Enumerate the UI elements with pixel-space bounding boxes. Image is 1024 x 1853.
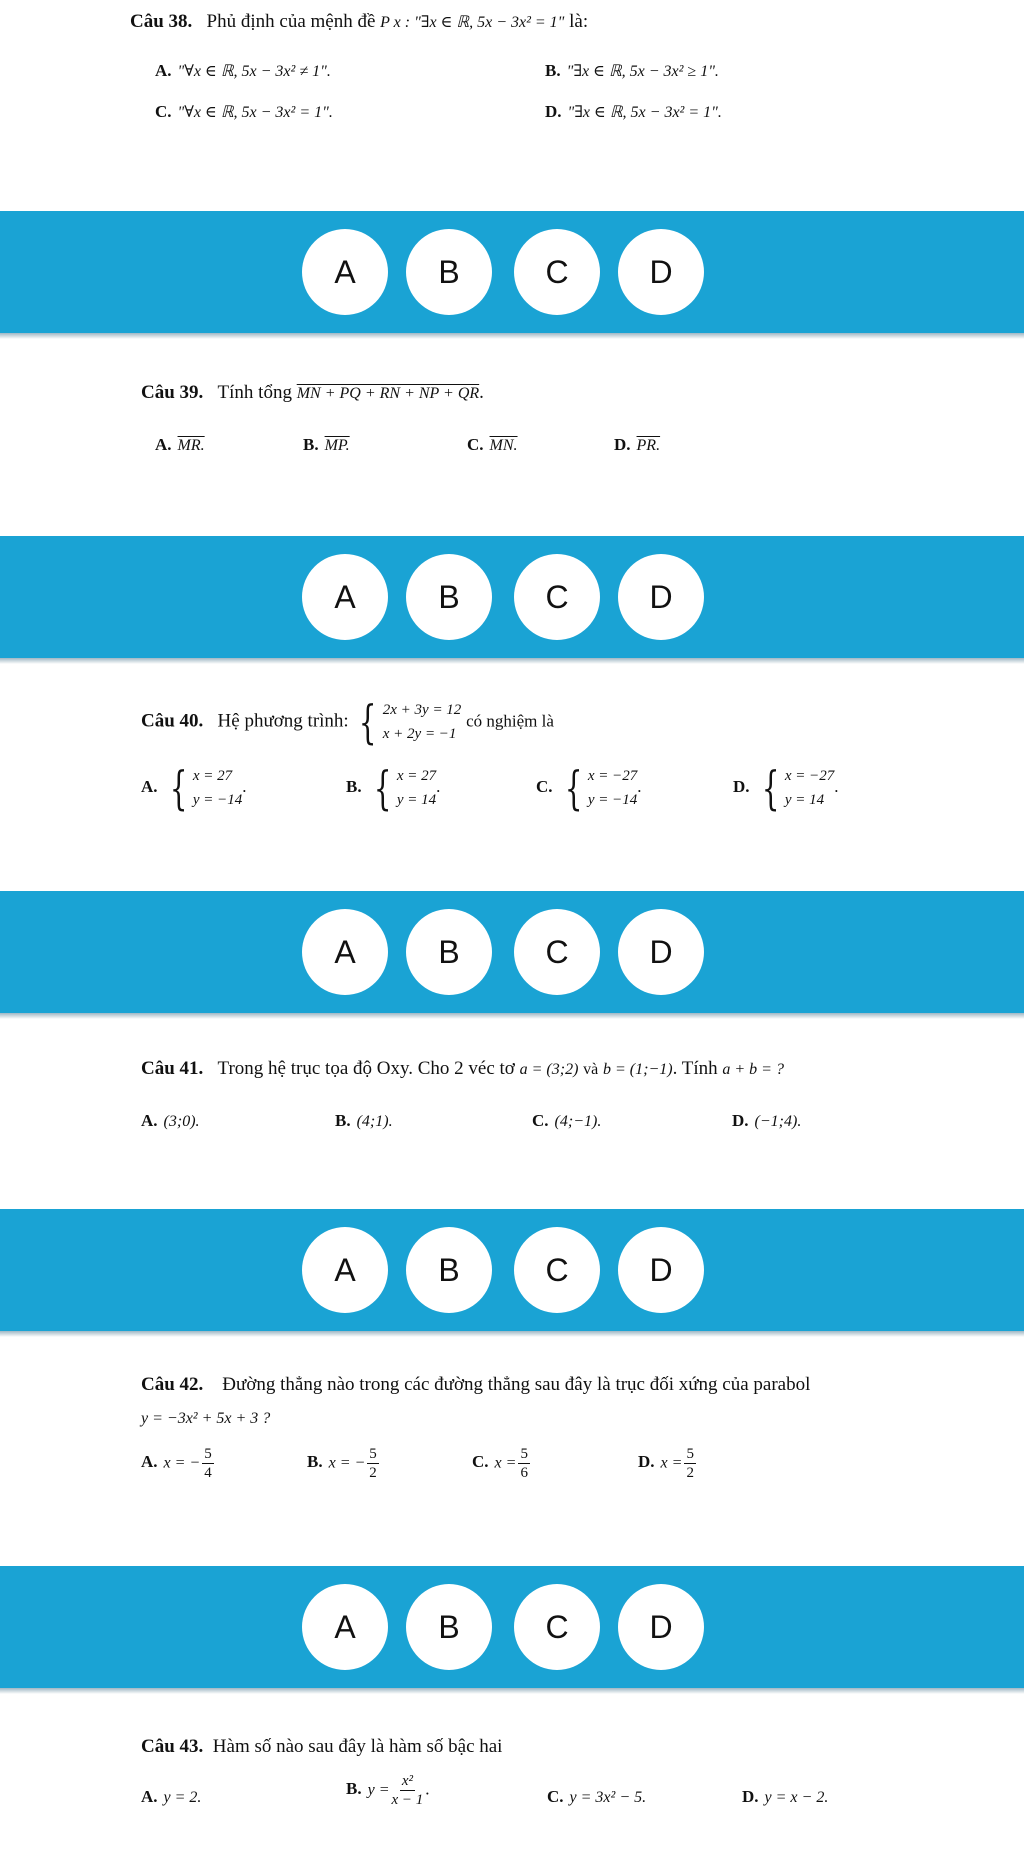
option-b: [303, 434, 350, 457]
fraction-denominator: x − 1: [391, 1792, 424, 1808]
option-d: [614, 434, 660, 457]
answer-button-a[interactable]: A: [302, 554, 388, 640]
option-d: [742, 1786, 828, 1809]
question-text: Phủ định của mệnh đề: [206, 11, 376, 32]
fraction-numerator: 5: [204, 1446, 212, 1462]
equation-2: x + 2y = −1: [382, 726, 457, 742]
option-c: C. { x = −27 y = −14 .: [536, 761, 642, 815]
question-38-title: [130, 10, 588, 35]
fraction-numerator: 5: [520, 1446, 528, 1462]
option-lhs: x = −: [163, 1454, 201, 1472]
option-label: D.: [742, 1787, 759, 1806]
option-text: MR.: [177, 437, 205, 454]
option-a: [141, 1110, 200, 1133]
option-d: [545, 101, 722, 124]
answer-button-a[interactable]: A: [302, 909, 388, 995]
option-text: PR.: [636, 437, 661, 454]
answer-button-b[interactable]: B: [406, 554, 492, 640]
option-lhs: x = −: [328, 1454, 366, 1472]
option-c: [472, 1445, 532, 1482]
answer-button-b[interactable]: B: [406, 1227, 492, 1313]
option-label: C.: [547, 1787, 564, 1806]
option-line-2: y = 14: [784, 792, 825, 808]
option-text: "∀x ∈ ℝ, 5x − 3x² ≠ 1".: [177, 63, 331, 80]
option-label: D.: [614, 435, 631, 454]
option-line-1: x = 27: [192, 768, 233, 784]
question-41-title: [141, 1057, 784, 1082]
option-text: "∃x ∈ ℝ, 5x − 3x² ≥ 1".: [566, 63, 719, 80]
vector-sum: a + b = ?: [722, 1061, 784, 1078]
option-label: D.: [733, 776, 750, 796]
question-number: Câu 40.: [141, 710, 204, 732]
fraction-denominator: 2: [686, 1465, 694, 1481]
fraction-numerator: x²: [401, 1773, 413, 1789]
question-number: Câu 43.: [141, 1736, 204, 1757]
option-text: y = 2.: [163, 1789, 202, 1806]
option-line-2: y = −14: [192, 792, 243, 808]
option-c: [467, 434, 518, 457]
option-tail: .: [425, 1779, 430, 1799]
option-c: [547, 1786, 646, 1809]
question-42-title: [141, 1373, 810, 1397]
option-b: B. { x = 27 y = 14 .: [346, 761, 441, 815]
option-label: C.: [536, 776, 553, 796]
answer-button-c[interactable]: C: [514, 554, 600, 640]
option-label: B.: [346, 776, 362, 796]
question-39-title: Câu 39. Tính tổng MN + PQ + RN + NP + QR.: [141, 382, 484, 403]
option-label: C.: [467, 435, 484, 454]
option-label: C.: [532, 1111, 549, 1130]
option-d: [732, 1110, 801, 1133]
fraction-numerator: 5: [369, 1446, 377, 1462]
answer-button-c[interactable]: C: [514, 909, 600, 995]
answer-button-c[interactable]: C: [514, 1584, 600, 1670]
question-number: Câu 41.: [141, 1058, 204, 1079]
answer-button-d[interactable]: D: [618, 229, 704, 315]
answer-button-d[interactable]: D: [618, 909, 704, 995]
option-label: D.: [545, 102, 562, 121]
question-number: Câu 42.: [141, 1374, 204, 1395]
fraction-numerator: 5: [686, 1446, 694, 1462]
option-line-1: x = 27: [396, 768, 437, 784]
option-label: B.: [307, 1452, 323, 1472]
option-a: A. { x = 27 y = −14 .: [141, 761, 247, 815]
fraction-denominator: 2: [369, 1465, 377, 1481]
answer-button-c[interactable]: C: [514, 229, 600, 315]
option-label: D.: [732, 1111, 749, 1130]
answer-button-d[interactable]: D: [618, 1227, 704, 1313]
question-43-title: [141, 1735, 502, 1759]
option-b: [307, 1445, 381, 1482]
option-text: "∃x ∈ ℝ, 5x − 3x² = 1".: [567, 104, 722, 121]
answer-button-d[interactable]: D: [618, 554, 704, 640]
option-label: D.: [638, 1452, 655, 1472]
vector-b: b = (1;−1): [603, 1061, 673, 1078]
question-text: Hàm số nào sau đây là hàm số bậc hai: [212, 1736, 503, 1757]
option-lhs: y =: [367, 1781, 390, 1799]
question-number: Câu 39.: [141, 382, 204, 403]
option-line-2: y = −14: [587, 792, 638, 808]
question-42-expression: [141, 1408, 270, 1428]
option-text: MN.: [489, 437, 518, 454]
question-text: Trong hệ trục tọa độ Oxy. Cho 2 véc tơ: [217, 1058, 515, 1079]
option-d: D. { x = −27 y = 14 .: [733, 761, 839, 815]
option-a: [155, 60, 331, 83]
option-text: (4;−1).: [554, 1113, 602, 1130]
option-label: A.: [155, 61, 172, 80]
option-a: [141, 1786, 201, 1809]
question-number: Câu 38.: [130, 11, 193, 32]
option-label: A.: [141, 1787, 158, 1806]
option-label: C.: [472, 1452, 489, 1472]
option-c: [155, 101, 333, 124]
question-text: Hệ phương trình:: [217, 710, 349, 732]
answer-button-b[interactable]: B: [406, 909, 492, 995]
option-label: A.: [141, 1111, 158, 1130]
option-line-2: y = 14: [396, 792, 437, 808]
answer-band-38: [0, 211, 1024, 333]
option-lhs: x =: [660, 1454, 683, 1472]
option-label: A.: [155, 435, 172, 454]
option-label: B.: [335, 1111, 351, 1130]
vector-a: a = (3;2): [519, 1061, 579, 1078]
option-text: (4;1).: [356, 1113, 393, 1130]
option-label: B.: [545, 61, 561, 80]
option-label: A.: [141, 1452, 158, 1472]
option-text: (−1;4).: [754, 1113, 802, 1130]
answer-button-d[interactable]: D: [618, 1584, 704, 1670]
option-c: [532, 1110, 601, 1133]
question-ask: . Tính: [672, 1058, 718, 1079]
option-text: y = 3x² − 5.: [569, 1789, 647, 1806]
question-40-title: Câu 40. Hệ phương trình: { 2x + 3y = 12 x + 2y = −1 có nghiệm là: [141, 695, 554, 749]
option-b: [545, 60, 719, 83]
option-text: y = x − 2.: [764, 1789, 829, 1806]
answer-button-a[interactable]: A: [302, 1227, 388, 1313]
question-text: Đường thẳng nào trong các đường thẳng sau đây là trục đối xứng của parabol: [222, 1374, 811, 1395]
fraction-denominator: 6: [520, 1465, 528, 1481]
option-d: [638, 1445, 698, 1482]
option-label: B.: [303, 435, 319, 454]
answer-button-b[interactable]: B: [406, 1584, 492, 1670]
answer-button-c[interactable]: C: [514, 1227, 600, 1313]
option-a: [155, 434, 205, 457]
fraction-denominator: 4: [204, 1465, 212, 1481]
option-b: [346, 1772, 430, 1809]
option-lhs: x =: [494, 1454, 517, 1472]
answer-button-b[interactable]: B: [406, 229, 492, 315]
conjunction: và: [583, 1061, 599, 1078]
parabol-expression: y = −3x² + 5x + 3 ?: [141, 1410, 271, 1427]
option-text: (3;0).: [163, 1113, 200, 1130]
equation-1: 2x + 3y = 12: [382, 702, 462, 718]
question-tail: là:: [569, 11, 589, 32]
answer-button-a[interactable]: A: [302, 229, 388, 315]
option-line-1: x = −27: [784, 768, 835, 784]
answer-band-39: [0, 536, 1024, 658]
question-text: Tính tổng: [217, 382, 292, 403]
option-text: MP.: [324, 437, 350, 454]
question-tail: có nghiệm là: [466, 711, 554, 731]
option-label: A.: [141, 776, 158, 796]
answer-band-42: [0, 1566, 1024, 1688]
question-expression: P x : "∃x ∈ ℝ, 5x − 3x² = 1": [380, 14, 565, 31]
option-label: B.: [346, 1779, 362, 1799]
answer-button-a[interactable]: A: [302, 1584, 388, 1670]
option-label: C.: [155, 102, 172, 121]
option-a: [141, 1445, 216, 1482]
option-text: "∀x ∈ ℝ, 5x − 3x² = 1".: [177, 104, 333, 121]
option-line-1: x = −27: [587, 768, 638, 784]
question-expression: MN + PQ + RN + NP + QR: [296, 385, 480, 402]
option-b: [335, 1110, 393, 1133]
answer-band-40: [0, 891, 1024, 1013]
answer-band-41: [0, 1209, 1024, 1331]
